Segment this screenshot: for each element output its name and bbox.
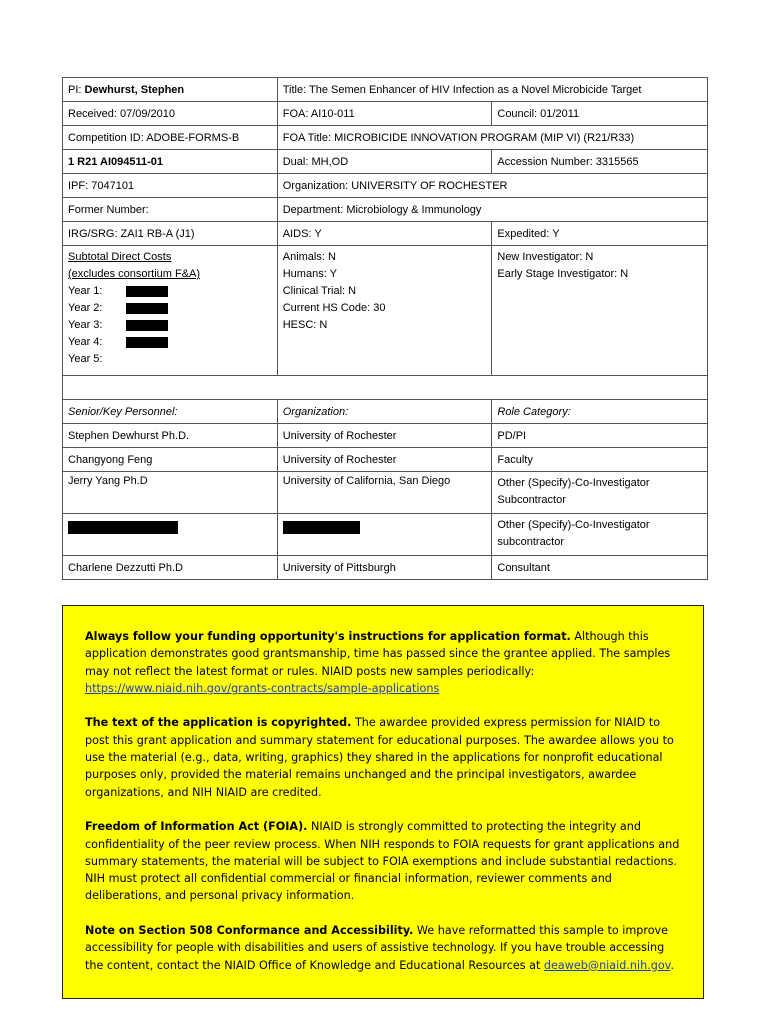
notice-508-paragraph <box>85 922 683 974</box>
person-org: University of California, San Diego <box>277 472 492 514</box>
person-name: Jerry Yang Ph.D <box>63 472 278 514</box>
notice-508-text: We have reformatted this sample to improve accessibility for people with disabilities and users of assistive technology. If you have trouble accessing the content, contact the NIAID Office of Knowledge and Educational Resources at <box>85 924 669 972</box>
person-role: Consultant <box>492 556 708 580</box>
direct-costs-cell <box>63 246 278 376</box>
person-org: University of Rochester <box>277 424 492 448</box>
redacted-org-cell <box>277 514 492 556</box>
redaction-block <box>68 521 178 534</box>
grant-info-table <box>62 77 708 580</box>
organization-header: Organization: <box>277 400 492 424</box>
person-role-detail: Subcontractor <box>497 494 566 506</box>
ipf-number: IPF: 7047101 <box>63 174 278 198</box>
notice-format-paragraph <box>85 628 683 697</box>
person-name: Changyong Feng <box>63 448 278 472</box>
person-role: Other (Specify)-Co-Investigator <box>497 519 650 531</box>
person-role: Faculty <box>492 448 708 472</box>
pi-cell <box>63 78 278 102</box>
foa-title: FOA Title: MICROBICIDE INNOVATION PROGRAM (MIP VI) (R21/R33) <box>277 126 707 150</box>
year-row: Year 5: <box>68 353 103 365</box>
new-investigator: New Investigator: N <box>497 251 594 263</box>
clinical-trial-flag: Clinical Trial: N <box>282 285 357 297</box>
expedited-flag: Expedited: Y <box>492 222 708 246</box>
redaction-block <box>126 286 168 297</box>
investigator-status-cell <box>492 246 708 376</box>
grant-number: 1 R21 AI094511-01 <box>63 150 278 174</box>
notice-508-heading: Note on Section 508 Conformance and Accessibility. <box>85 924 414 938</box>
role-header: Role Category: <box>492 400 708 424</box>
council-date: Council: 01/2011 <box>492 102 708 126</box>
table-row <box>63 472 708 514</box>
aids-flag: AIDS: Y <box>277 222 492 246</box>
year-row: Year 3: <box>68 317 273 334</box>
dual-assignment: Dual: MH,OD <box>277 150 492 174</box>
person-name: Stephen Dewhurst Ph.D. <box>63 424 278 448</box>
study-flags-cell <box>277 246 492 376</box>
year-row: Year 1: <box>68 283 273 300</box>
person-role-cell <box>492 514 708 556</box>
table-row <box>63 514 708 556</box>
redaction-block <box>126 337 168 348</box>
notice-format-text: Although this application demonstrates good grantsmanship, time has passed since the grantee applied. The samples may not reflect the latest format or rules. NIAID posts new samples periodically: <box>85 630 671 678</box>
costs-subheading: (excludes consortium F&A) <box>68 268 201 280</box>
notice-foia-heading: Freedom of Information Act (FOIA). <box>85 820 308 834</box>
notice-copyright-heading: The text of the application is copyrighted. <box>85 716 352 730</box>
notice-format-heading: Always follow your funding opportunity's instructions for application format. <box>85 630 571 643</box>
person-role-detail: subcontractor <box>497 536 565 548</box>
hs-code: Current HS Code: 30 <box>282 302 386 314</box>
personnel-header: Senior/Key Personnel: <box>63 400 278 424</box>
table-row <box>63 448 708 472</box>
costs-heading: Subtotal Direct Costs <box>68 251 172 263</box>
table-row <box>63 556 708 580</box>
person-role: Other (Specify)-Co-Investigator <box>497 477 650 489</box>
organization: Organization: UNIVERSITY OF ROCHESTER <box>277 174 707 198</box>
year-row: Year 2: <box>68 300 273 317</box>
pi-name: Dewhurst, Stephen <box>84 84 185 96</box>
notice-box <box>62 605 704 999</box>
table-row <box>63 424 708 448</box>
person-role: PD/PI <box>492 424 708 448</box>
notice-copyright-text: The awardee provided express permission for NIAID to post this grant application and summary statement for educational purposes. The awardee allows you to use the material (e.g., data, writing, graphics) they shared in the applications for nonprofit educational purposes only, provided the material remains unchanged and the principal investigators, awardee organizations, and NIH NIAID are credited. <box>85 716 674 799</box>
person-name: Charlene Dezzutti Ph.D <box>63 556 278 580</box>
notice-foia-text: NIAID is strongly committed to protecting the integrity and confidentiality of the peer review process. When NIH responds to FOIA requests for grant applications and summary statements, the material will be subject to FOIA exemptions and include substantial redactions. NIH must protect all confidential commercial or financial information, reviewer comments and deliberations, and personal privacy information. <box>85 820 680 903</box>
humans-flag: Humans: Y <box>282 268 337 280</box>
early-stage-investigator: Early Stage Investigator: N <box>497 268 629 280</box>
redaction-block <box>283 521 360 534</box>
notice-508-end: . <box>670 958 674 972</box>
accession-number: Accession Number: 3315565 <box>492 150 708 174</box>
department: Department: Microbiology & Immunology <box>277 198 707 222</box>
project-title: Title: The Semen Enhancer of HIV Infection as a Novel Microbicide Target <box>277 78 707 102</box>
redacted-name-cell <box>63 514 278 556</box>
irg-srg: IRG/SRG: ZAI1 RB-A (J1) <box>63 222 278 246</box>
redaction-block <box>126 303 168 314</box>
spacer-row <box>63 376 708 400</box>
person-role-cell <box>492 472 708 514</box>
redaction-block <box>126 320 168 331</box>
received-date: Received: 07/09/2010 <box>63 102 278 126</box>
year-row: Year 4: <box>68 334 273 351</box>
person-org: University of Pittsburgh <box>277 556 492 580</box>
contact-email-link[interactable]: deaweb@niaid.nih.gov <box>543 958 671 972</box>
person-org: University of Rochester <box>277 448 492 472</box>
competition-id: Competition ID: ADOBE-FORMS-B <box>63 126 278 150</box>
sample-applications-link[interactable]: https://www.niaid.nih.gov/grants-contracts/sample-applications <box>85 681 440 695</box>
former-number: Former Number: <box>63 198 278 222</box>
foa-number: FOA: AI10-011 <box>277 102 492 126</box>
notice-foia-paragraph <box>85 818 683 904</box>
notice-copyright-paragraph <box>85 714 683 800</box>
animals-flag: Animals: N <box>282 251 336 263</box>
hesc-flag: HESC: N <box>282 319 328 331</box>
pi-label: PI: <box>68 84 82 96</box>
